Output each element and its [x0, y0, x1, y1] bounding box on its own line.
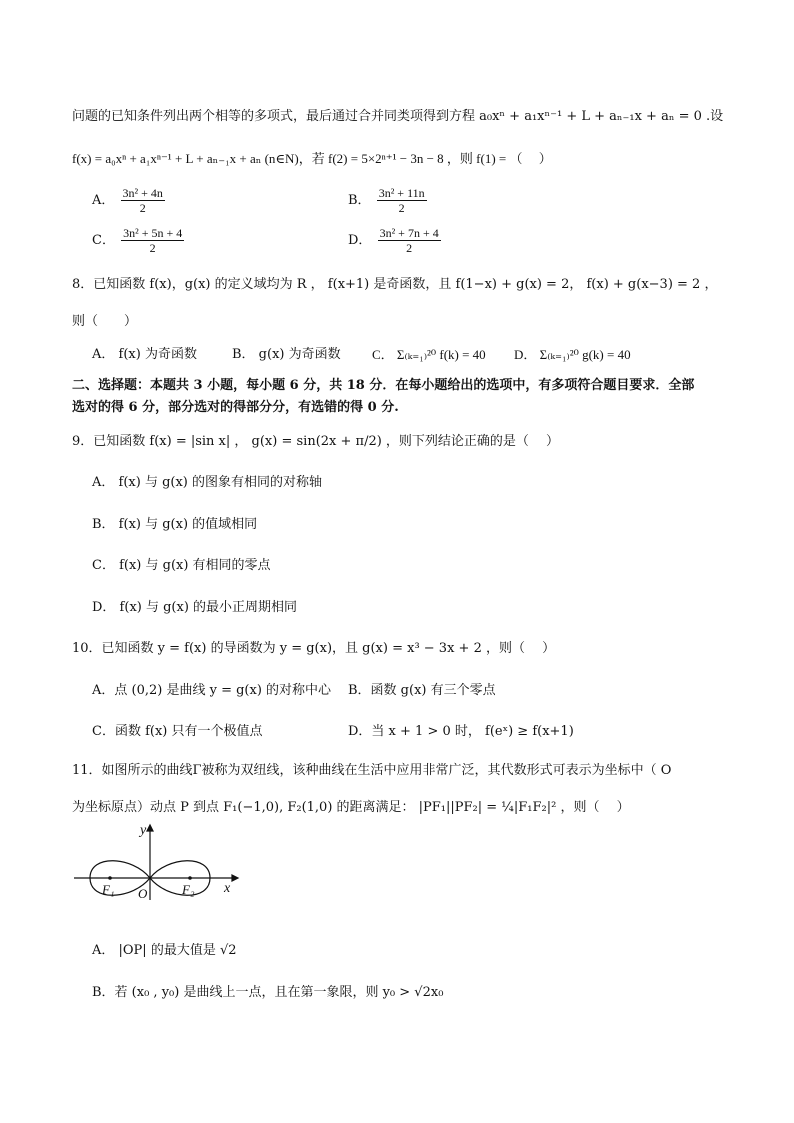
q7-a-numerator: 3n² + 4n	[122, 186, 163, 200]
q8-option-d: D． Σ₍ₖ₌₁₎²⁰ g(k) = 40	[514, 347, 631, 362]
q9-stem: 9．已知函数 f(x) = |sin x| ， g(x) = sin(2x + π/2) ，则下列结论正确的是（ ）	[72, 434, 560, 449]
q7-option-b-fraction	[377, 186, 427, 215]
q10-stem: 10．已知函数 y = f(x) 的导函数为 y = g(x)，且 g(x) = x³ − 3x + 2 ，则（ ）	[72, 641, 556, 656]
q7-b-denominator: 2	[398, 201, 405, 215]
y-axis-label: y	[140, 823, 147, 838]
q7-d-numerator: 3n² + 7n + 4	[379, 226, 439, 240]
q9-option-b: B． f(x) 与 g(x) 的值域相同	[92, 517, 258, 532]
q11-stem-cont: 为坐标原点）动点 P 到点 F₁(−1,0), F₂(1,0) 的距离满足： |PF₁||PF₂| = ¼|F₁F₂|² ，则（ ）	[72, 800, 630, 815]
q7-option-b	[348, 186, 429, 215]
q7-c-denominator: 2	[149, 241, 156, 255]
q9-option-a: A． f(x) 与 g(x) 的图象有相同的对称轴	[92, 475, 323, 490]
q10-option-a: A．点 (0,2) 是曲线 y = g(x) 的对称中心	[92, 683, 332, 698]
q9-option-d: D． f(x) 与 g(x) 的最小正周期相同	[92, 600, 298, 615]
lemniscate-figure	[72, 822, 252, 902]
line-1: 问题的已知条件列出两个相等的多项式，最后通过合并同类项得到方程 a₀xⁿ + a₁xⁿ⁻¹ + L + aₙ₋₁x + aₙ = 0 .设	[72, 109, 724, 124]
q10-option-b: B．函数 g(x) 有三个零点	[348, 683, 496, 698]
q7-option-a-letter: A．	[92, 193, 115, 208]
q10-option-d: D．当 x + 1 > 0 时， f(eˣ) ≥ f(x+1)	[348, 724, 574, 739]
q8-option-c: C． Σ₍ₖ₌₁₎²⁰ f(k) = 40	[372, 347, 486, 362]
q11-stem: 11．如图所示的曲线Γ被称为双纽线，该种曲线在生活中应用非常广泛，其代数形式可表示为坐标中（ O	[72, 763, 672, 778]
q7-option-d	[348, 226, 443, 255]
f1-label: F₁	[102, 882, 115, 897]
q7-option-a	[92, 186, 167, 215]
q7-option-c-letter: C．	[92, 233, 115, 248]
line-2: f(x) = a₀xⁿ + a₁xⁿ⁻¹ + L + aₙ₋₁x + aₙ (n∈N)，若 f(2) = 5×2ⁿ⁺¹ − 3n − 8 ，则 f(1) = （ ）	[72, 151, 552, 166]
q11-option-a: A． |OP| 的最大值是 √2	[92, 943, 237, 958]
q7-option-c	[92, 226, 186, 255]
q8-option-b: B． g(x) 为奇函数	[232, 347, 341, 362]
x-axis-label: x	[224, 881, 231, 896]
q7-a-denominator: 2	[139, 201, 146, 215]
f2-label: F₂	[182, 882, 195, 897]
q10-option-c: C．函数 f(x) 只有一个极值点	[92, 724, 263, 739]
q7-option-d-letter: D．	[348, 233, 372, 248]
q8-stem-end: 则（ ）	[72, 314, 138, 329]
q8-option-a: A． f(x) 为奇函数	[92, 347, 197, 362]
q7-option-d-fraction	[378, 226, 441, 255]
q8-stem: 8．已知函数 f(x)，g(x) 的定义域均为 R ， f(x+1) 是奇函数，且 f(1−x) + g(x) = 2， f(x) + g(x−3) = 2 ，	[72, 277, 718, 292]
focus-f1-dot	[108, 876, 112, 880]
q7-b-numerator: 3n² + 11n	[378, 186, 425, 200]
y-axis-arrow	[147, 825, 153, 831]
q7-c-numerator: 3n² + 5n + 4	[123, 226, 183, 240]
focus-f2-dot	[188, 876, 192, 880]
q7-d-denominator: 2	[406, 241, 413, 255]
q7-option-c-fraction	[121, 226, 184, 255]
x-axis-arrow	[232, 875, 238, 881]
q7-option-b-letter: B．	[348, 193, 371, 208]
origin-label: O	[138, 886, 148, 901]
section-2-heading: 二、选择题：本题共 3 小题，每小题 6 分，共 18 分．在每小题给出的选项中，有多项符合题目要求．全部	[72, 378, 695, 393]
q11-option-b: B．若 (x₀ , y₀) 是曲线上一点，且在第一象限，则 y₀ > √2x₀	[92, 985, 444, 1000]
section-2-heading-cont: 选对的得 6 分，部分选对的得部分分，有选错的得 0 分.	[72, 400, 399, 415]
q7-option-a-fraction	[121, 186, 165, 215]
q9-option-c: C． f(x) 与 g(x) 有相同的零点	[92, 558, 271, 573]
